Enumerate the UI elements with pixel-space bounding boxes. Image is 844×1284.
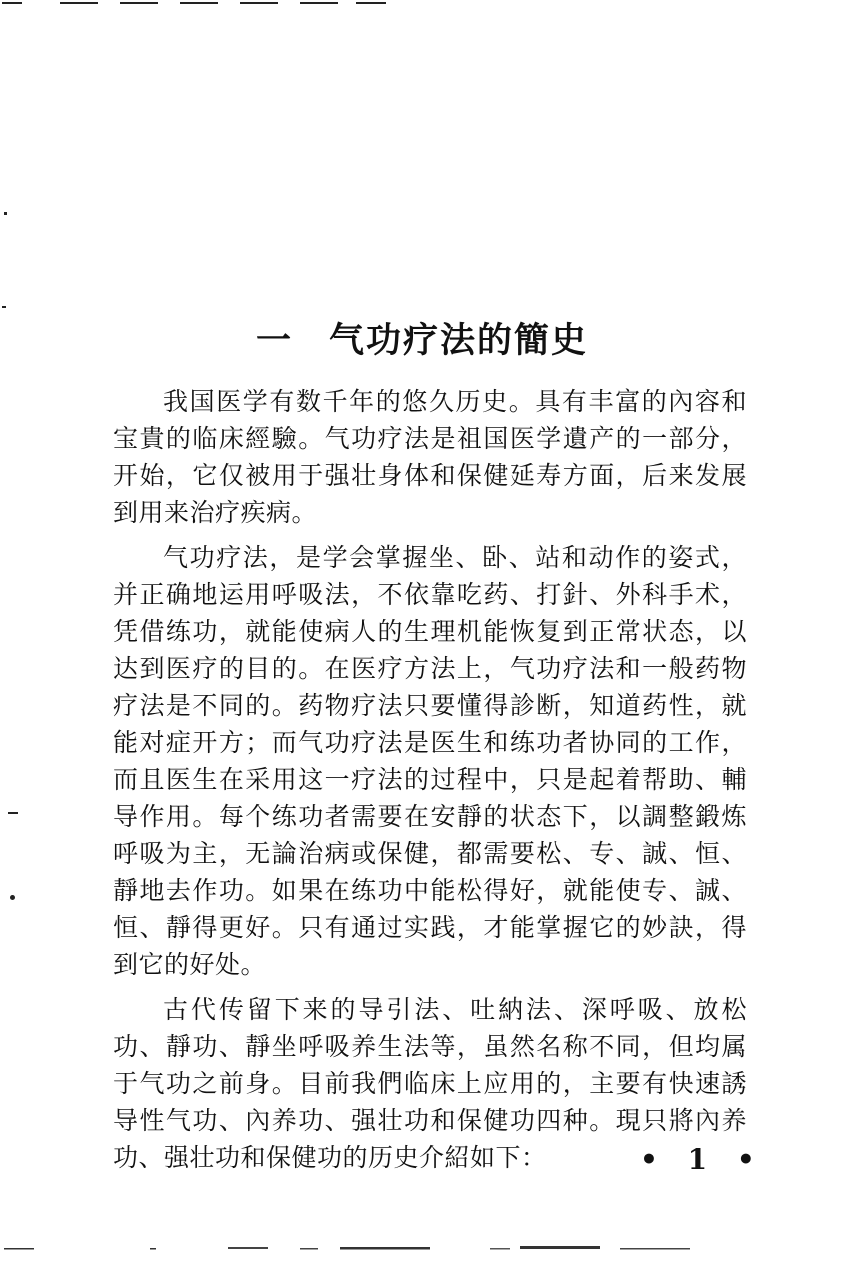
scan-dash (60, 2, 98, 4)
paragraph: 古代传留下来的导引法、吐納法、深呼吸、放松功、靜功、靜坐呼吸养生法等，虽然名称不同，但均属于气功之前身。目前我們临床上应用的，主要有快速誘导性气功、內养功、强壮功和保健功四种。現只將內养功、强壮功和保健功的历史介紹如下： (113, 995, 747, 1172)
chapter-body (113, 383, 747, 1184)
chapter-heading (0, 313, 844, 363)
scan-speck (10, 895, 15, 900)
scan-speck (8, 812, 18, 814)
scan-speck (4, 212, 7, 215)
scan-edge-marks (0, 2, 400, 10)
scan-speck (2, 306, 6, 308)
page-number: • 1 • (640, 1143, 765, 1176)
paragraph: 气功疗法，是学会掌握坐、卧、站和动作的姿式，并正确地运用呼吸法，不依靠吃药、打針、外科手术，凭借练功，就能使病人的生理机能恢复到正常状态，以达到医疗的目的。在医疗方法上，气功疗法和一般药物疗法是不同的。药物疗法只要懂得診断，知道药性，就能对症开方；而气功疗法是医生和练功者协同的工作，而且医生在采用这一疗法的过程中，只是起着帮助、輔导作用。每个练功者需要在安靜的状态下，以調整鍛炼呼吸为主，无論治病或保健，都需要松、专、誠、恒、靜地去作功。如果在练功中能松得好，就能使专、誠、恒、靜得更好。只有通过实践，才能掌握它的妙訣，得到它的好处。 (113, 543, 747, 979)
chapter-number: 一 (255, 320, 293, 362)
scan-dash (2, 2, 22, 4)
scan-dash (180, 2, 218, 4)
chapter-title: 气功疗法的簡史 (329, 320, 589, 362)
scan-dash (120, 2, 158, 4)
scan-dash (356, 2, 386, 4)
paragraph: 我国医学有数千年的悠久历史。具有丰富的內容和宝貴的临床經驗。气功疗法是祖国医学遺产的一部分，开始，它仅被用于强壮身体和保健延寿方面，后来发展到用来治疗疾病。 (113, 387, 747, 527)
scan-dash (300, 2, 338, 4)
scan-dash (240, 2, 278, 4)
scan-bottom-edge (0, 1244, 844, 1254)
